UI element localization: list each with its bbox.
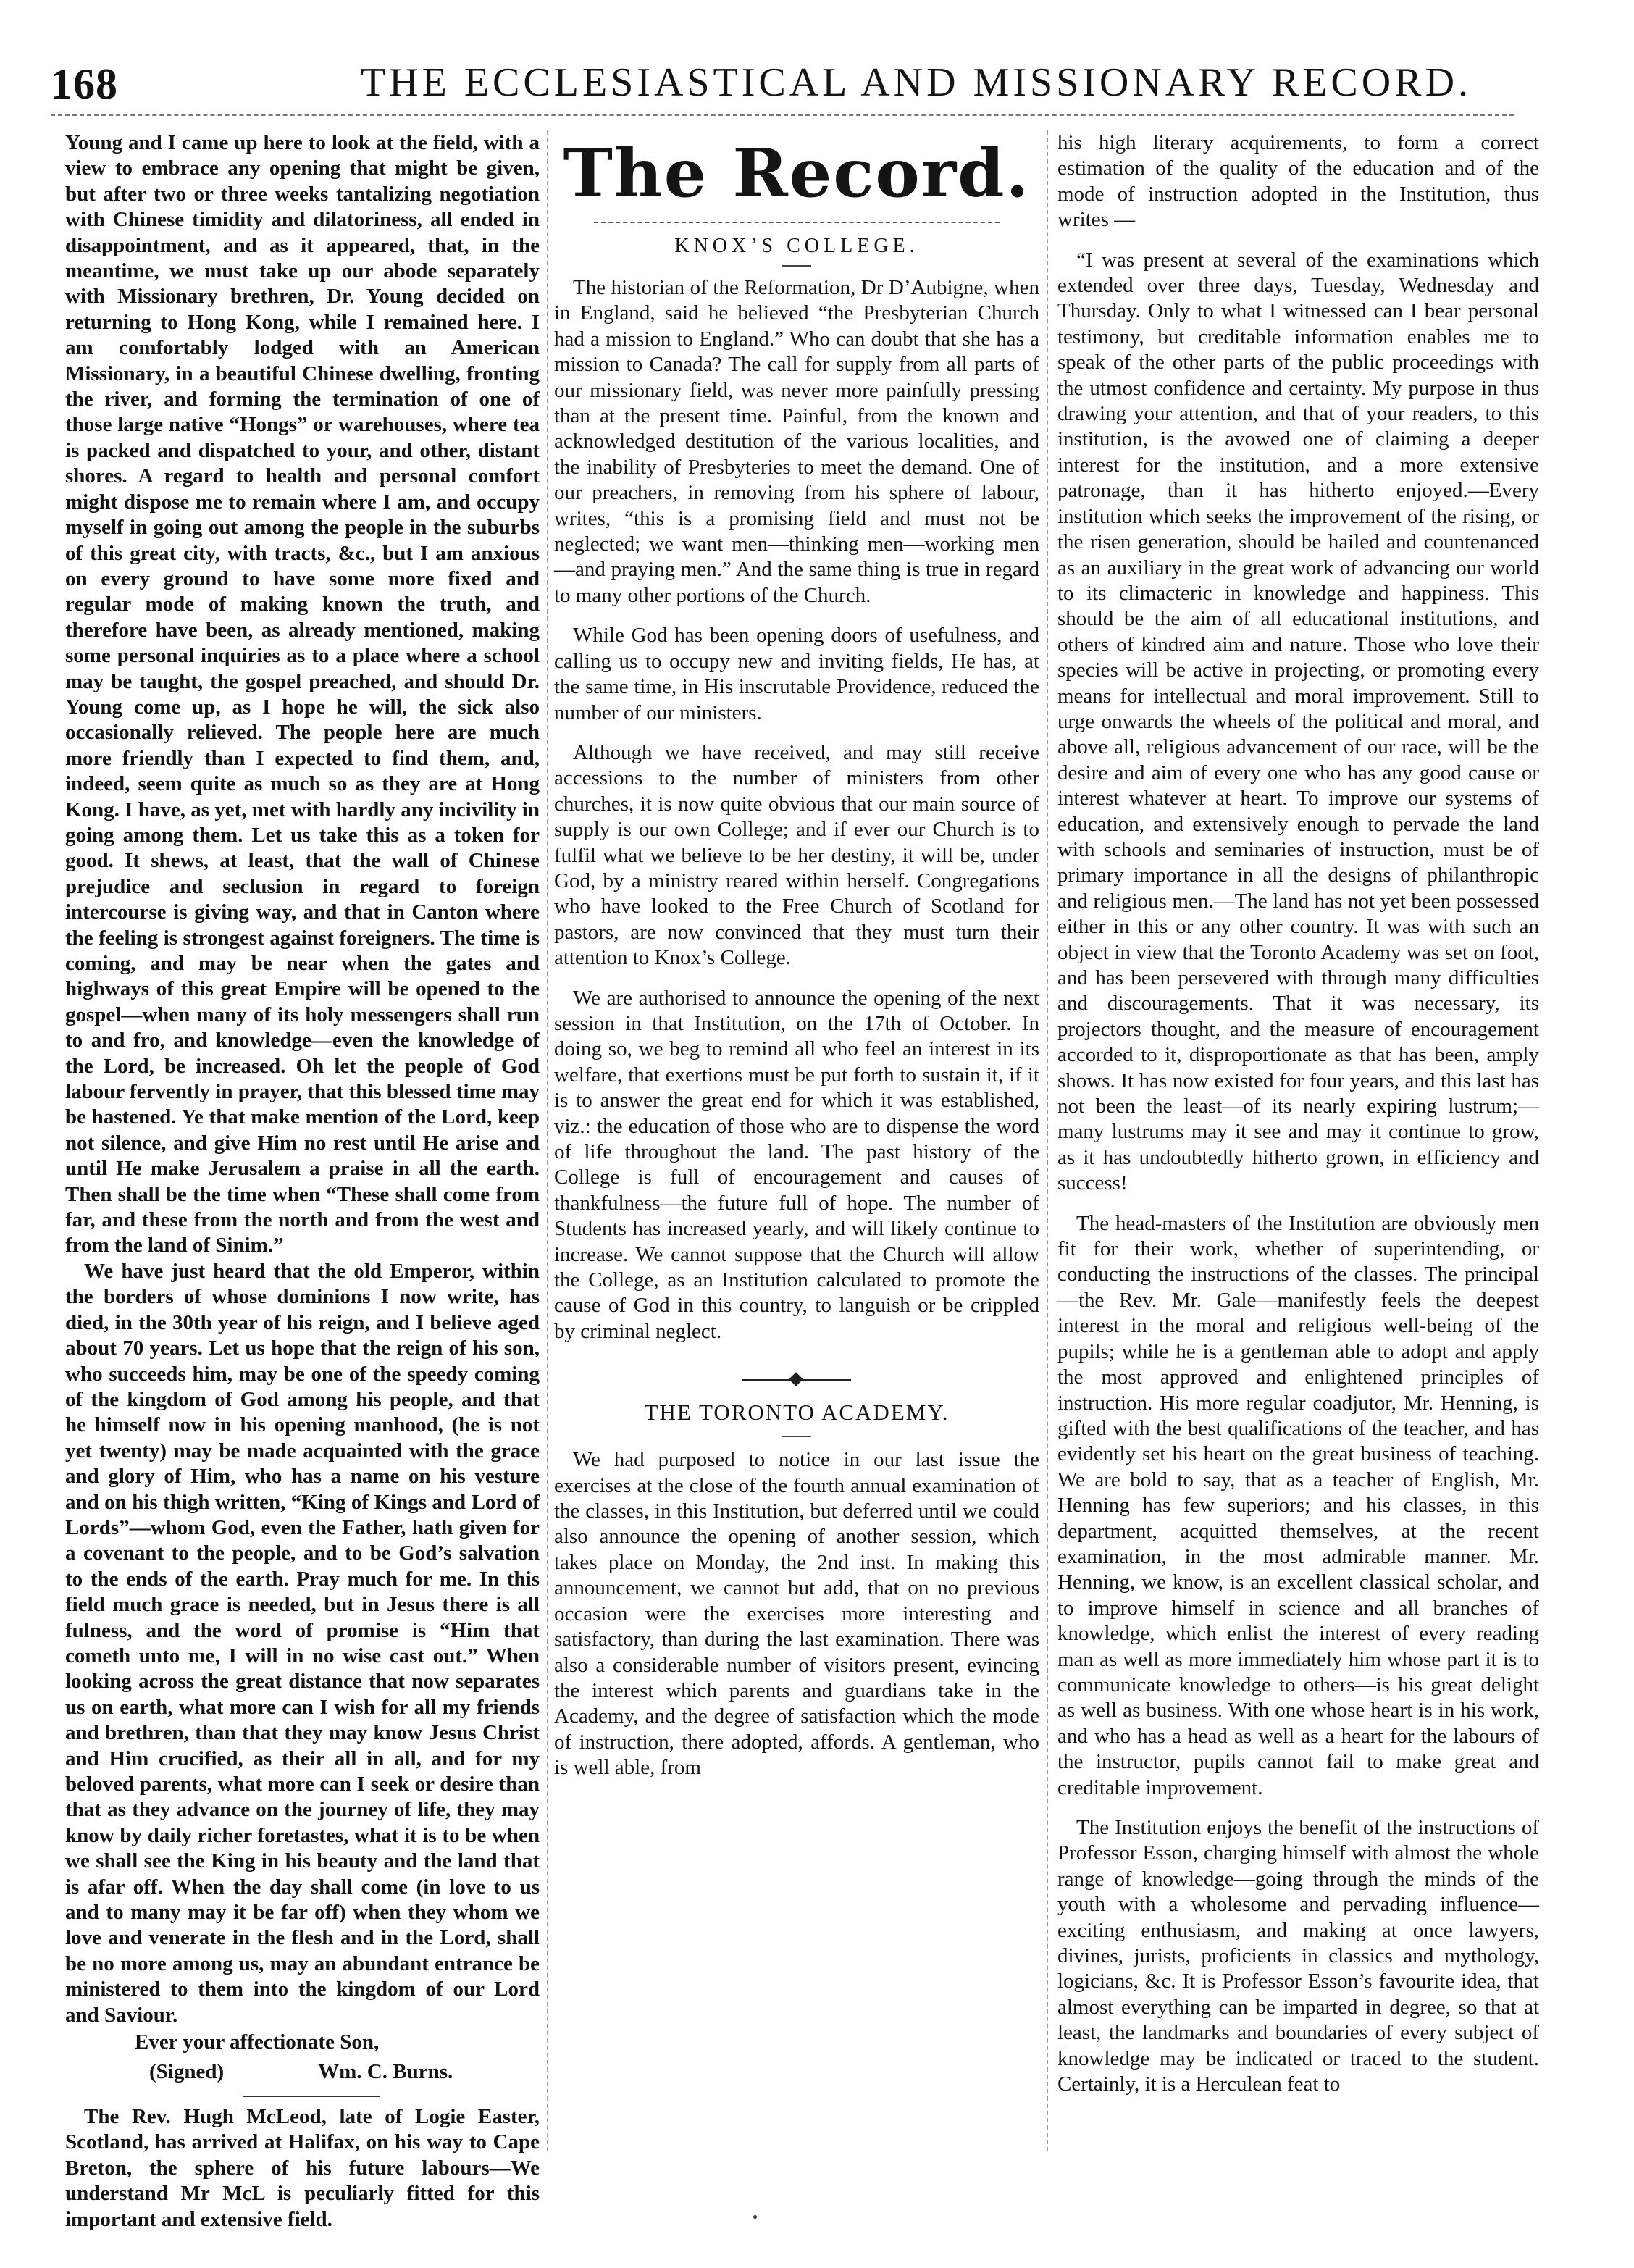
heading-rule [782,265,811,267]
signed-label: (Signed) [149,2060,225,2084]
article-paragraph: While God has been opening doors of usefulness, and calling us to occupy new and inviting fields, He has, at the same time, in His inscrutable Providence, reduced the number of our ministers. [554,624,1039,724]
separator-rule [243,2096,380,2097]
letter-text: Young and I came up here to look at the field, with a view to embrace any opening that might be given, but after two or three weeks tantalizing negotiation with Chinese timidity and dilatoriness, all ended in disappointment, and as it appeared, that, in the meantime, we must take up our abode separately with Missionary brethren, Dr. Young decided on returning to Hong Kong, while I remained here. I am comfortably lodged with an American Missionary, in a beautiful Chinese dwelling, fronting the river, and forming the termination of one of those large native “Hongs” or warehouses, where tea is packed and dispatched to your, and other, distant shores. A regard to health and personal comfort might dispose me to remain where I am, and occupy myself in going out among the people in the suburbs of this great city, with tracts, &c., but I am anxious on every ground to have some more fixed and regular mode of making known the truth, and therefore have been, as already mentioned, making some personal inquiries as to a place where a school may be taught, the gospel preached, and should Dr. Young come up, as I hope he will, the sick also occasionally relieved. The people here are much more friendly than I expected to find them, and, indeed, seem quite as much so as they are at Hong Kong. I have, as yet, met with hardly any incivility in going among them. Let us take this as a token for good. It shews, at least, that the wall of Chinese prejudice and seclusion in regard to foreign intercourse is giving way, and that in Canton where the feeling is strongest against foreigners. The time is coming, and may be near when the gates and highways of this great Empire will be opened to the gospel—when many of its holy messengers shall run to and fro, and knowledge—even the knowledge of the Lord, be increased. Oh let the people of God labour fervently in prayer, that this blessed time may be hastened. Ye that make mention of the Lord, keep not silence, and give Him no rest until He arise and until He make Jerusalem a praise in all the earth. Then shall be the time when “These shall come from far, and these from the north and from the west and from the land of Sinim.” [65,131,540,1258]
column-middle [554,130,1039,2231]
notice-text: The Rev. Hugh McLeod, late of Logie Easter, Scotland, has arrived at Halifax, on his way to Cape Breton, the sphere of his future labours—We understand Mr McL is peculiarly fitted for this important and extensive field. [65,2104,540,2231]
article-paragraph: The head-masters of the Institution are obviously men fit for their work, whether of superintending, or conducting the instructions of the classes. The principal—the Rev. Mr. Gale—manifestly feels the deepest interest in the moral and religious well-being of the pupils; while he is a gentleman able to adopt and apply the most approved and enlightened principles of instruction. His more regular coadjutor, Mr. Henning, is gifted with the best qualifications of the teacher, and has evidently set his heart on the great business of teaching. We are bold to say, that as a teacher of English, Mr. Henning has few superiors; and his classes, in this department, acquitted themselves, at the recent examination, in the most admirable manner. Mr. Henning, we know, is an excellent classical scholar, and to improve himself in science and all branches of knowledge, which enlist the interest of every reading man as well as more immediately him whose part it is to communicate knowledge to others—is his great delight as well as business. With one whose heart is in his work, and who has a head as well as a heart for the labours of the instructor, pupils cannot fail to make great and creditable improvement. [1057,1211,1539,1799]
column-divider [1047,130,1048,2151]
letter-paragraph: We have just heard that the old Emperor, within the borders of whose dominions I now write, has died, in the 30th year of his reign, and I believe aged about 70 years. Let us hope that the reign of his son, who succeeds him, may be one of the speedy coming of the kingdom of God among his people, and that he himself now in his opening manhood, (he is not yet twenty) may be made acquainted with the grace and glory of Him, who has a name on his vesture and on his thigh written, “King of Kings and Lord of Lords”—whom God, even the Father, hath given for a covenant to the people, and to be God’s salvation to the ends of the earth. Pray much for me. In this field much grace is needed, but in Jesus there is all fulness, and the word of promise is “Him that cometh unto me, I will in no wise cast out.” When looking across the great distance that now separates us on earth, what more can I wish for all my friends and brethren, than that they may know Jesus Christ and Him crucified, as their all in all, and for my beloved parents, what more can I seek or desire than that as they advance on the journey of life, they may know by daily richer foretastes, what it is to be when we shall see the King in his beauty and the land that is afar off. When the day shall come (in love to us and to many may it be far off) when they whom we love and venerate in the flesh and in the Lord, shall be no more among us, may an abundant entrance be ministered to them into the kingdom of our Lord and Saviour. [65,1259,540,2027]
title-rule [594,222,1000,223]
page-number: 168 [51,60,118,108]
heading-rule [782,1436,811,1437]
quoted-letter: “I was present at several of the examinations which extended over three days, Tuesday, Wednesday and Thursday. Only to what I witnessed can I bear personal testimony, but creditable information enables me to speak of the other parts of the public proceedings with the utmost confidence and certainty. My purpose in thus drawing your attention, and that of your readers, to this institution, is the avowed one of claiming a deeper interest for the institution, and a more extensive patronage, than it has hitherto enjoyed.—Every institution which seeks the improvement of the rising, or the risen generation, should be hailed and countenanced as an auxiliary in the great work of advancing our world to its climacteric in knowledge and happiness. This should be the aim of all educational institutions, and others of kindred aim and nature. Those who love their species will be active in projecting, or promoting every means for intellectual and moral improvement. Still to urge onwards the wheels of the political and moral, and above all, religious advancement of our race, will be the desire and aim of every one who has any good cause or interest whatever at heart. To improve our systems of education, and extensively enough to pervade the land with schools and seminaries of instruction, must be of primary importance in all the designs of philanthropic and religious men.—The land has not yet been possessed either in this or any other country. It was with such an object in view that the Toronto Academy was set on foot, and has been persevered with through many difficulties and discouragements. That it was necessary, its projectors thought, and the measure of encouragement accorded to it, disproportionate as that has been, amply shows. It has now existed for four years, and this last has not been the least—of its nearly expiring lustrum;—many lustrums may it see and may it continue to grow, as it has undoubtedly hitherto grown, in efficiency and success! [1057,248,1539,1195]
letter-signoff: Ever your affectionate Son, [135,2030,380,2054]
article-paragraph: The Institution enjoys the benefit of the instructions of Professor Esson, charging himself with almost the whole range of knowledge—going through the minds of the youth with a wholesome and pervading influence—exciting enthusiasm, and making at once lawyers, divines, jurists, proficients in classics and mythology, logicians, &c. It is Professor Esson’s favourite idea, that almost everything can be imparted in degree, so that at least, the landmarks and boundaries of every subject of knowledge may be indicated or traced to the student. Certainly, it is a Herculean feat to [1057,1816,1539,2096]
article-paragraph: We are authorised to announce the opening of the next session in that Institution, on the 17th of October. In doing so, we beg to remind all who feel an interest in its welfare, that exertions must be put forth to sustain it, if it is to answer the great end for which it was established, viz.: the education of those who are to dispense the word of life throughout the land. The past history of the College is full of encouragement and causes of thankfulness—the future full of hope. The number of Students has increased yearly, and will likely continue to increase. We cannot suppose that the Church will allow the College, as an Institution calculated to promote the cause of God in this country, to languish or be crippled by criminal neglect. [554,986,1039,1343]
column-left [65,130,540,2231]
masthead: THE ECCLESIASTICAL AND MISSIONARY RECORD. [360,60,1472,105]
article-paragraph: his high literary acquirements, to form a correct estimation of the quality of the education and of the mode of instruction adopted in the Institution, thus writes — [1057,131,1539,232]
section-title: The Record. [563,134,1031,212]
letter-signature-line [65,2059,540,2085]
column-right [1057,130,1539,2231]
signature: Wm. C. Burns. [318,2060,453,2084]
page-header [51,59,1514,110]
article-heading: KNOX’S COLLEGE. [674,235,919,257]
page-speck [753,2215,757,2219]
article-paragraph: The historian of the Reformation, Dr D’Aubigne, when in England, said he believed “the Presbyterian Church had a mission to England.” Who can doubt that she has a mission to Canada? The call for supply from all parts of our missionary field, was never more painfully pressing than at the present time. Painful, from the known and acknowledged destitution of the various localities, and the inability of Presbyteries to meet the demand. One of our preachers, in removing from his sphere of labour, writes, “this is a promising field and must not be neglected; we want men—thinking men—working men—and praying men.” And the same thing is true in regard to many other portions of the Church. [554,276,1039,607]
section-ornament [742,1371,851,1389]
header-rule [51,114,1514,116]
column-divider [547,130,548,2151]
article-paragraph: We had purposed to notice in our last issue the exercises at the close of the fourth annual examination of the classes, in this Institution, but deferred until we could also announce the opening of another session, which takes place on Monday, the 2nd inst. In making this announcement, we cannot but add, that on no previous occasion were the exercises more interesting and satisfactory, than during the last examination. There was also a considerable number of visitors present, evincing the interest which parents and guardians take in the Academy, and the degree of satisfaction which the mode of instruction, there adopted, affords. A gentleman, who is well able, from [554,1448,1039,1780]
article-heading: THE TORONTO ACADEMY. [644,1399,950,1426]
article-paragraph: Although we have received, and may still receive accessions to the number of ministers from other churches, it is now quite obvious that our main source of supply is our own College; and if ever our Church is to fulfil what we believe to be her destiny, it will be, under God, by a ministry reared within herself. Congregations who have looked to the Free Church of Scotland for pastors, are now convinced that they must turn their attention to Knox’s College. [554,740,1039,970]
